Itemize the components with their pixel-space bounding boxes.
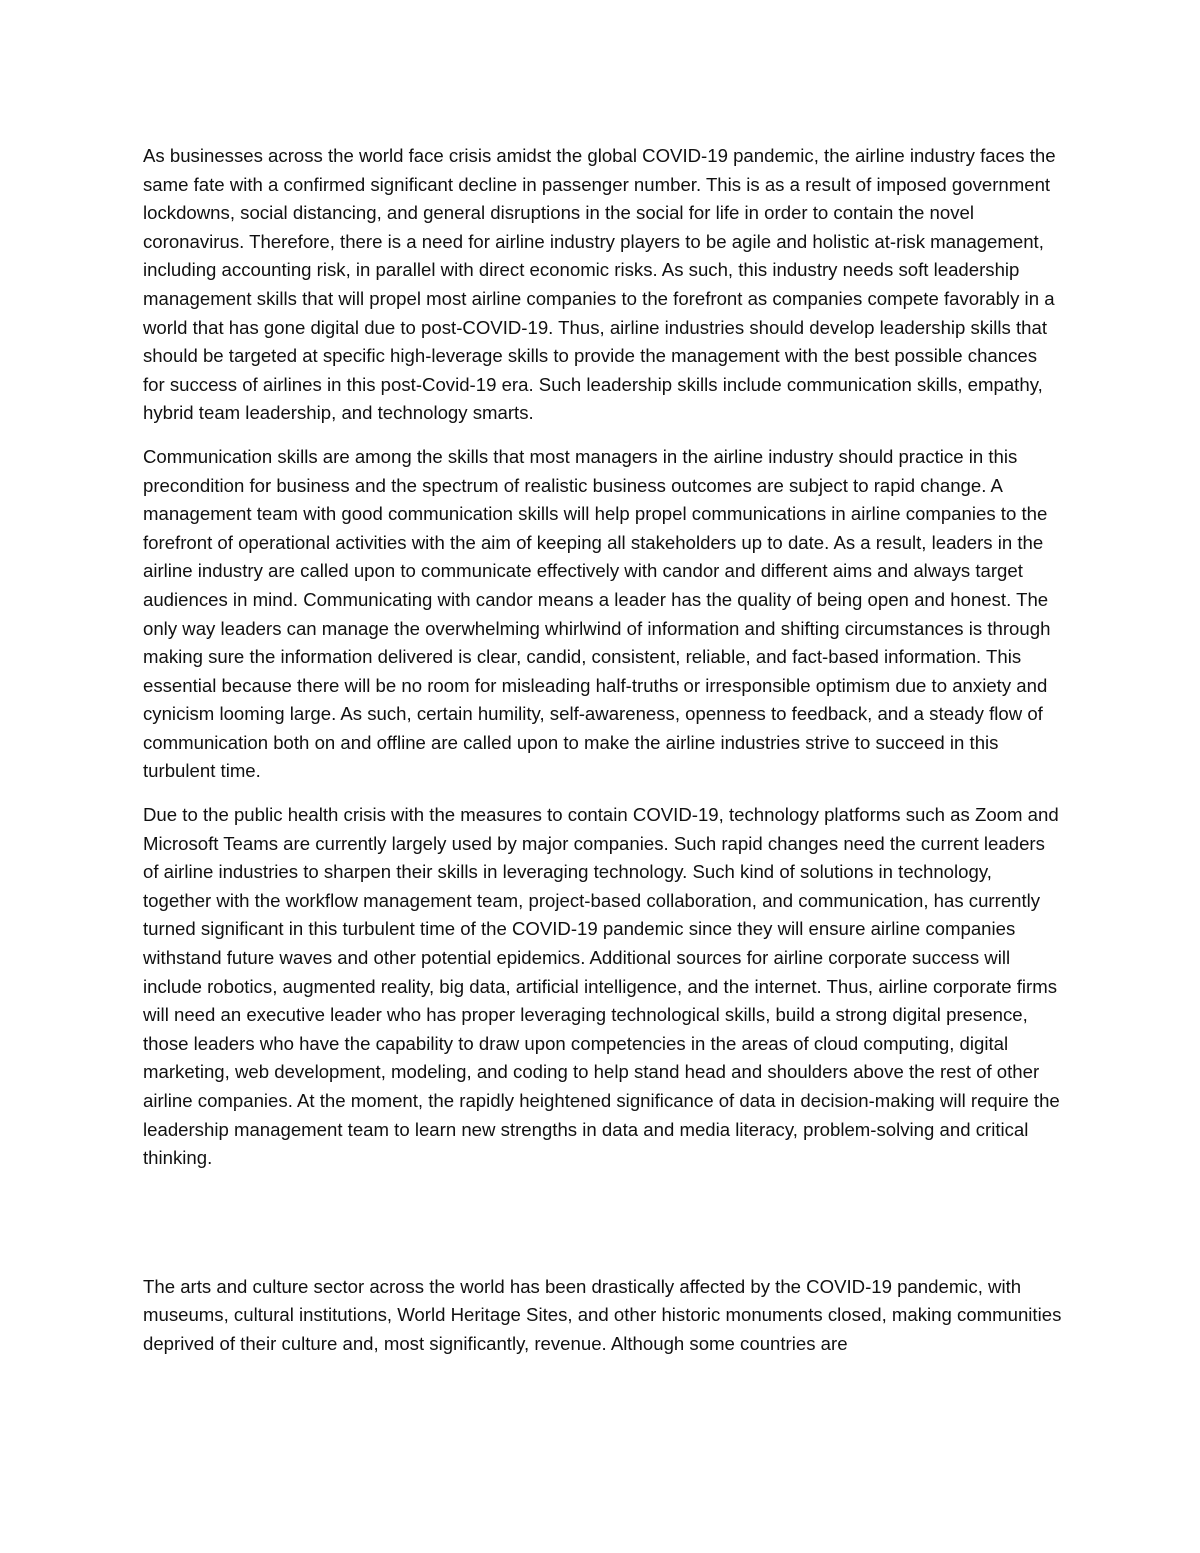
paragraph-arts-culture: The arts and culture sector across the world has been drastically affected by the COVID-19 pandemic, with museums, cultural institutions, World Heritage Sites, and other historic monuments closed, making communities deprived of their culture and, most significantly, revenue. Although some countries are	[143, 1275, 1062, 1354]
paragraph-communication-skills: Communication skills are among the skills that most managers in the airline industry should practice in this precondition for business and the spectrum of realistic business outcomes are subject to rapid change. A management team with good communication skills will help propel communications in airline companies to the forefront of operational activities with the aim of keeping all stakeholders up to date. As a result, leaders in the airline industry are called upon to communicate effectively with candor and different aims and always target audiences in mind. Communicating with candor means a leader has the quality of being open and honest. The only way leaders can manage the overwhelming whirlwind of information and shifting circumstances is through making sure the information delivered is clear, candid, consistent, reliable, and fact-based information. This essential because there will be no room for misleading half-truths or irresponsible optimism due to anxiety and cynicism looming large. As such, certain humility, self-awareness, openness to feedback, and a steady flow of communication both on and offline are called upon to make the airline industries strive to succeed in this turbulent time.	[143, 445, 1051, 782]
document-body	[143, 142, 1063, 1374]
paragraph-airline-crisis: As businesses across the world face crisis amidst the global COVID-19 pandemic, the airline industry faces the same fate with a confirmed significant decline in passenger number. This is as a result of imposed government lockdowns, social distancing, and general disruptions in the social for life in order to contain the novel coronavirus. Therefore, there is a need for airline industry players to be agile and holistic at-risk management, including accounting risk, in parallel with direct economic risks. As such, this industry needs soft leadership management skills that will propel most airline companies to the forefront as companies compete favorably in a world that has gone digital due to post-COVID-19. Thus, airline industries should develop leadership skills that should be targeted at specific high-leverage skills to provide the management with the best possible chances for success of airlines in this post-Covid-19 era. Such leadership skills include communication skills, empathy, hybrid team leadership, and technology smarts.	[143, 145, 1056, 424]
paragraph-technology-leadership: Due to the public health crisis with the measures to contain COVID-19, technology platforms such as Zoom and Microsoft Teams are currently largely used by major companies. Such rapid changes need the current leaders of airline industries to sharpen their skills in leveraging technology. Such kind of solutions in technology, together with the workflow management team, project-based collaboration, and communication, has currently turned significant in this turbulent time of the COVID-19 pandemic since they will ensure airline companies withstand future waves and other potential epidemics. Additional sources for airline corporate success will include robotics, augmented reality, big data, artificial intelligence, and the internet. Thus, airline corporate firms will need an executive leader who has proper leveraging technological skills, build a strong digital presence, those leaders who have the capability to draw upon competencies in the areas of cloud computing, digital marketing, web development, modeling, and coding to help stand head and shoulders above the rest of other airline companies. At the moment, the rapidly heightened significance of data in decision-making will require the leadership management team to learn new strengths in data and media literacy, problem-solving and critical thinking.	[143, 804, 1060, 1169]
